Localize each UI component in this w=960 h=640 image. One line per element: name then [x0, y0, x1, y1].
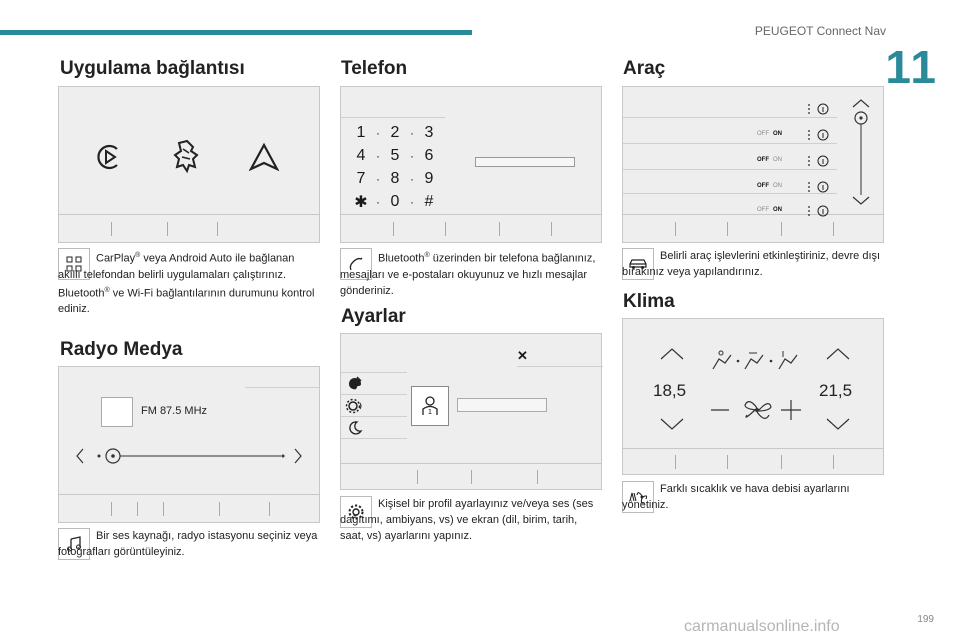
settings-description: Kişisel bir profil ayarlayınız ve/veya ses (ses dağıtımı, ambiyans, vs) ve ekran (dil, birim, tarih, saat, vs) ayarlarını yapınız.: [340, 498, 594, 542]
climate-screen-bottom-bar: [623, 448, 883, 474]
temp-left-up-icon: [659, 347, 685, 361]
chapter-number: 11: [885, 41, 938, 93]
temp-right-down-icon: [825, 417, 851, 431]
car-screen-bottom-bar: [623, 214, 883, 242]
car-row-divider: [623, 143, 837, 144]
radio-screen: [58, 366, 320, 523]
climate-description: Farklı sıcaklık ve hava debisi ayarlarını yönetiniz.: [622, 483, 850, 511]
profile-name-field: [457, 398, 547, 412]
keypad-separator: ·: [376, 171, 380, 186]
app-screen: [58, 86, 320, 243]
carplay-icon: [95, 141, 123, 173]
header-accent-bar: [0, 30, 472, 35]
section-title-radio: Radyo Medya: [60, 339, 183, 360]
moon-icon: [347, 420, 363, 436]
radio-frequency: FM 87.5 MHz: [141, 405, 208, 417]
keypad-key: 3: [424, 123, 434, 141]
app-description: CarPlay® veya Android Auto ile bağlanan akıllı telefondan belirli uygulamaları çalıştırınız. Bluetooth® ve Wi-Fi bağlantılarının durumunu kontrol ediniz.: [58, 252, 315, 316]
toggle-off-label: OFF: [757, 207, 769, 213]
keypad-key: 2: [390, 123, 400, 141]
phone-keypad: [351, 121, 451, 213]
radio-screen-bottom-bar: [59, 494, 319, 522]
car-description: Belirli araç işlevlerini etkinleştiriniz, devre dışı bırakınız veya yapılandırınız.: [622, 250, 881, 278]
keypad-key: 4: [356, 146, 366, 164]
air-distribution-icons: [709, 349, 805, 373]
car-scroll-control: [849, 97, 873, 221]
toggle-off-label: OFF: [757, 183, 769, 189]
watermark: carmanualsonline.info: [684, 618, 840, 635]
keypad-key: 9: [424, 169, 434, 187]
temp-left-value: 18,5: [653, 381, 687, 400]
temp-right-up-icon: [825, 347, 851, 361]
info-icon: [807, 129, 831, 141]
keypad-separator: ·: [376, 125, 380, 140]
radio-description: Bir ses kaynağı, radyo istasyonu seçiniz veya fotoğrafları görüntüleyiniz.: [58, 530, 318, 558]
section-title-climate: Klima: [623, 291, 675, 312]
phone-description: Bluetooth® üzerinden bir telefona bağlanınız, mesajları ve e-postaları okuyunuz ve hızlı mesajlar gönderiniz.: [340, 252, 596, 297]
car-toggle: [757, 183, 782, 189]
keypad-separator: ·: [410, 125, 414, 140]
climate-screen: [622, 318, 884, 475]
info-icon: [807, 181, 831, 193]
car-toggle: [757, 157, 782, 163]
toggle-off-label: OFF: [757, 157, 769, 163]
fan-speed-control: [709, 395, 805, 425]
car-screen: [622, 86, 884, 243]
info-icon: [807, 205, 831, 217]
close-icon: ✕: [517, 348, 528, 363]
temp-left-down-icon: [659, 417, 685, 431]
keypad-row: [351, 190, 451, 213]
section-title-settings: Ayarlar: [341, 306, 406, 327]
phone-number-field: [475, 157, 575, 167]
keypad-key: 5: [390, 146, 400, 164]
gear-sound-icon: [345, 398, 365, 414]
keypad-row: [351, 144, 451, 167]
app-screen-bottom-bar: [59, 214, 319, 242]
keypad-separator: ·: [410, 194, 414, 209]
keypad-separator: ·: [410, 171, 414, 186]
car-row-divider: [623, 169, 837, 170]
toggle-on-label: ON: [773, 157, 782, 163]
profile-button: [411, 386, 449, 426]
settings-screen-bottom-bar: [341, 463, 601, 489]
car-row-divider: [623, 117, 837, 118]
info-icon: [807, 103, 831, 115]
car-toggle: [757, 207, 782, 213]
info-icon: [807, 155, 831, 167]
keypad-key: 8: [390, 169, 400, 187]
keypad-key: #: [424, 192, 434, 210]
car-row-divider: [623, 193, 837, 194]
settings-screen: [340, 333, 602, 490]
keypad-key: 1: [356, 123, 366, 141]
keypad-row: [351, 121, 451, 144]
peugeot-lion-icon: [171, 139, 201, 173]
keypad-key: 7: [356, 169, 366, 187]
toggle-on-label: ON: [773, 207, 782, 213]
keypad-key: 6: [424, 146, 434, 164]
temp-right-value: 21,5: [819, 381, 853, 400]
keypad-key: ✱: [354, 193, 368, 211]
keypad-separator: ·: [376, 148, 380, 163]
palette-icon: [347, 376, 363, 392]
svg-text:1: 1: [428, 409, 432, 416]
keypad-separator: ·: [376, 194, 380, 209]
page-number: 199: [917, 614, 934, 625]
phone-screen: [340, 86, 602, 243]
section-title-car: Araç: [623, 58, 666, 79]
android-auto-icon: [249, 143, 279, 171]
section-title-phone: Telefon: [341, 58, 408, 79]
radio-frequency-slider: [73, 445, 309, 467]
phone-screen-bottom-bar: [341, 214, 601, 242]
keypad-row: [351, 167, 451, 190]
keypad-key: 0: [390, 192, 400, 210]
section-title-app: Uygulama bağlantısı: [60, 58, 245, 79]
toggle-on-label: ON: [773, 131, 782, 137]
toggle-off-label: OFF: [757, 131, 769, 137]
car-toggle: [757, 131, 782, 137]
toggle-on-label: ON: [773, 183, 782, 189]
header-title: PEUGEOT Connect Nav: [754, 24, 886, 38]
profile-icon: [420, 395, 440, 417]
keypad-separator: ·: [410, 148, 414, 163]
radio-station-thumbnail: [101, 397, 133, 427]
